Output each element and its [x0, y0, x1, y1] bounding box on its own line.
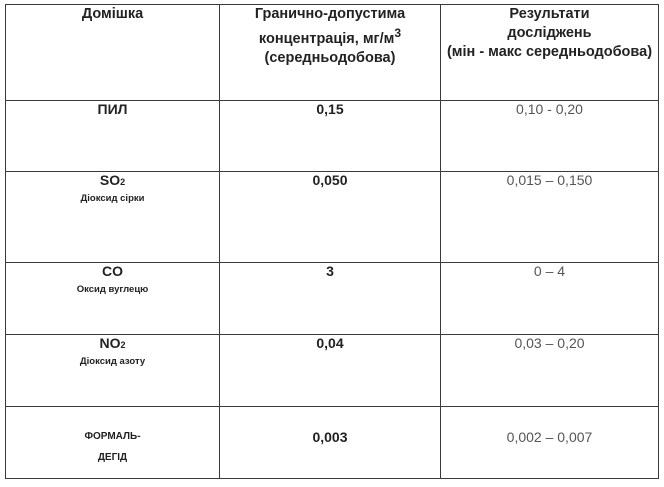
- header-limit: [220, 5, 441, 101]
- header-row: [6, 5, 659, 101]
- header-results-line3: (мін - макс середньодобова): [446, 44, 653, 60]
- header-limit-line2: концентрація, мг/м: [258, 30, 395, 47]
- admixture-name-line2: ДЕГІД: [97, 452, 128, 463]
- result-cell: [441, 101, 659, 172]
- header-results-line1: Результати: [509, 6, 590, 22]
- limit-value: 0,15: [316, 101, 344, 117]
- header-admixture-label: Домішка: [81, 6, 144, 22]
- result-value: 0 – 4: [533, 263, 566, 279]
- admixture-cell: [6, 407, 220, 479]
- admixture-subtitle: Діоксид азоту: [79, 356, 146, 367]
- admixture-subtitle: Оксид вуглецю: [76, 284, 149, 295]
- header-results: [441, 5, 659, 101]
- result-cell: [441, 172, 659, 263]
- header-results-line2: досліджень: [507, 25, 592, 41]
- pollutants-table: [5, 4, 659, 479]
- table-row: [6, 263, 659, 335]
- admixture-name: NO: [99, 335, 121, 351]
- header-limit-sup: 3: [394, 26, 402, 40]
- result-value: 0,015 – 0,150: [506, 172, 593, 188]
- result-value: 0,03 – 0,20: [514, 335, 585, 351]
- table-row: [6, 172, 659, 263]
- admixture-cell: [6, 263, 220, 335]
- admixture-name: CO: [102, 263, 123, 279]
- result-value: 0,002 – 0,007: [506, 429, 593, 445]
- result-cell: [441, 407, 659, 479]
- limit-cell: [220, 263, 441, 335]
- admixture-name-subscript: 2: [120, 177, 126, 187]
- admixture-cell: [6, 335, 220, 407]
- limit-value: 0,003: [312, 429, 348, 445]
- limit-value: 0,04: [316, 335, 344, 351]
- limit-cell: [220, 335, 441, 407]
- admixture-cell: [6, 101, 220, 172]
- result-cell: [441, 335, 659, 407]
- result-value: 0,10 - 0,20: [516, 101, 583, 117]
- result-cell: [441, 263, 659, 335]
- limit-value: 3: [326, 263, 334, 279]
- admixture-name: SO: [99, 172, 121, 188]
- admixture-cell: [6, 172, 220, 263]
- admixture-name-line1: ФОРМАЛЬ-: [84, 431, 141, 442]
- limit-value: 0,050: [312, 172, 348, 188]
- admixture-name-subscript: 2: [120, 340, 126, 350]
- admixture-subtitle: Діоксид сірки: [80, 193, 145, 204]
- header-limit-line3: (середньодобова): [264, 49, 396, 66]
- limit-cell: [220, 172, 441, 263]
- table-row: [6, 335, 659, 407]
- limit-cell: [220, 407, 441, 479]
- header-limit-line1: Гранично-допустима: [254, 6, 406, 22]
- limit-cell: [220, 101, 441, 172]
- admixture-name: ПИЛ: [97, 101, 128, 117]
- header-admixture: [6, 5, 220, 101]
- table-row: [6, 101, 659, 172]
- table-row: [6, 407, 659, 479]
